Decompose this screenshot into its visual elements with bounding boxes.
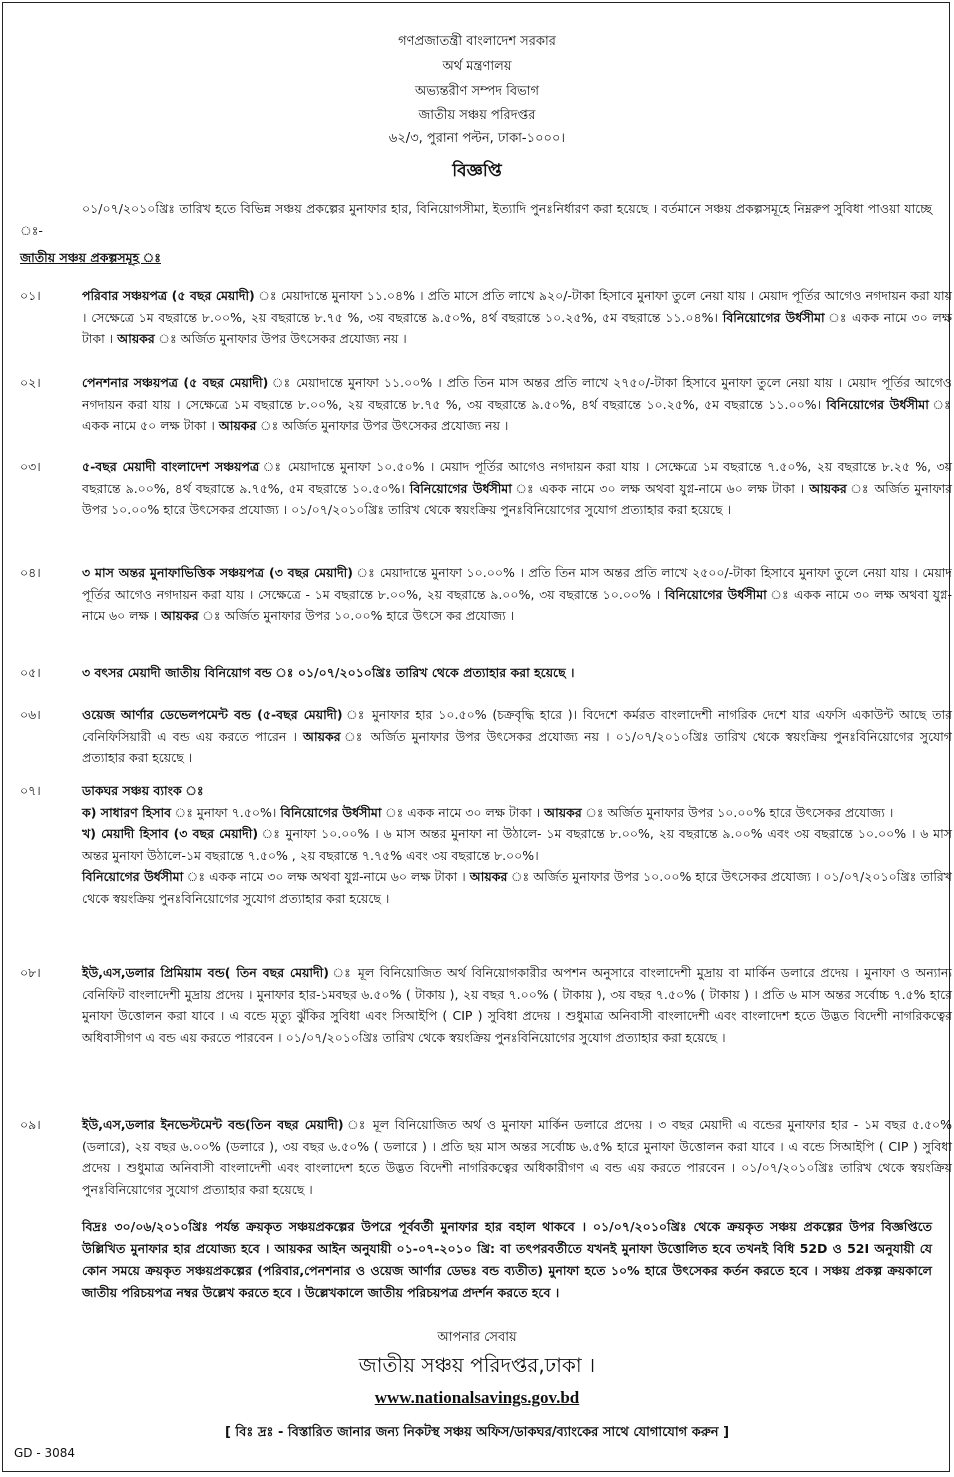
limit-label: বিনিয়োগের উর্ধসীমা	[280, 804, 382, 820]
notice-title: বিজ্ঞপ্তি	[452, 161, 502, 181]
item-heading: ডাকঘর সঞ্চয় ব্যাংক ঃ	[82, 783, 204, 798]
limit-label: বিনিয়োগের উর্ধসীমা	[722, 309, 825, 325]
limit-label: বিনিয়োগের উর্ধসীমা	[409, 480, 512, 496]
item-heading: পেনশনার সঞ্চয়পত্র (৫ বছর মেয়াদী)	[82, 375, 269, 390]
header-directorate: জাতীয় সঞ্চয় পরিদপ্তর	[418, 108, 536, 123]
limit-text: ঃ একক নামে ৩০ লক্ষ টাকা ।	[381, 804, 545, 820]
item-number: ০৮।	[20, 965, 41, 980]
item-heading: পরিবার সঞ্চয়পত্র (৫ বছর মেয়াদী)	[82, 288, 255, 303]
tax-label: আয়কর	[161, 608, 199, 623]
tax-text: ঃ অর্জিত মুনাফার উপর ১০.০০% হারে উৎসেকর প্রযোজ্য । ০১/০৭/২০১০খ্রিঃ তারিখ থেকে স্বয়ংক্রিয় পুনঃবিনিয়োগের সুযোগ প্রত্যাহার করা হয়েছে ।	[82, 480, 952, 517]
tax-label: আয়কর	[303, 728, 341, 744]
limit-label: বিনিয়োগের উর্ধসীমা	[82, 869, 184, 884]
sub-text-a: ঃ মুনাফা ৭.৫০%।	[171, 804, 281, 820]
item-text: ঃ মেয়াদান্তে মুনাফা ১০.৫০% । মেয়াদ পূর্তির আগেও নগদায়ন করা যায় । সেক্ষেত্রে ১ম বছরান্তে ৭.৫০%, ২য় বছরান্তে ৮.২৫ %, ৩য় বছরান্তে ৯.০০%, ৪র্থ বছরান্তে ৯.৭৫%, ৫ম বছরান্তে ১০.৫০%।	[82, 459, 952, 496]
tax-label: আয়কর	[117, 331, 155, 346]
limit-label: বিনিয়োগের উর্ধসীমা	[664, 586, 767, 602]
item-number: ০১।	[20, 288, 41, 303]
website-link[interactable]	[0, 1388, 954, 1408]
item-text: ঃ মেয়াদান্তে মুনাফা ১১.০০% । প্রতি তিন মাস অন্তর প্রতি লাখে ২৭৫০/-টাকা হিসাবে মুনাফা তুলে নেয়া যায় । মেয়াদ পূর্তির আগেও নগদায়ন করা যায় । সেক্ষেত্রে ১ম বছরান্তে ৮.০০%, ২য় বছরান্তে ৮.৭৫ %, ৩য় বছরান্তে ৯.৫০%, ৪র্থ বছরান্তে ১০.২৫%, ৫ম বছরান্তে ১১.০০%।	[82, 375, 952, 412]
department-signature: জাতীয় সঞ্চয় পরিদপ্তর,ঢাকা ।	[358, 1353, 596, 1377]
header-ministry: অর্থ মন্ত্রণালয়	[442, 59, 512, 74]
intro-text: ০১/০৭/২০১০খ্রিঃ তারিখ হতে বিভিন্ন সঞ্চয় প্রকল্পের মুনাফার হার, বিনিয়োগসীমা, ইত্যাদি পুনঃনির্ধারণ করা হয়েছে । বর্তমানে সঞ্চয় প্রকল্পসমূহে নিম্নরুপ সুবিধা পাওয়া যাচ্ছে ঃ-	[20, 201, 932, 238]
intro-paragraph	[20, 198, 932, 242]
item-text: ঃ মূল বিনিয়োজিত অর্থ বিনিয়োগকারীর অপশন অনুসারে বাংলাদেশী মুদ্রায় বা মার্কিন ডলারে প্রদেয় । মুনাফা ও অন্যান্য বেনিফিট বাংলাদেশী মুদ্রায় প্রদেয় । মুনাফার হার-১মবছর ৬.৫০% ( টাকায় ), ২য় বছর ৭.০০% ( টাকায় ), ৩য় বছর ৭.৫০% ( টাকায় ) । প্রতি ৬ মাস অন্তর সর্বোচ্চ ৭.৫% হারে মুনাফা উত্তোলন করা যাবে । এ বন্ডে মৃত্যু ঝুঁকির সুবিধা এবং সিআইপি ( CIP ) সুবিধা প্রদেয় । শুধুমাত্র অনিবাসী বাংলাদেশী এবং বাংলাদেশ হতে উদ্ভত বিদেশী নাগরিকত্বের অধিবাসীগণ এ বন্ড এয় করতে পারবেন । ০১/০৭/২০১০খ্রিঃ তারিখ থেকে স্বয়ংক্রিয় পুনঃবিনিয়োগের সুযোগ প্রত্যাহার করা হয়েছে ।	[82, 965, 952, 1045]
tax-text: ঃ অর্জিত মুনাফার উপর ১০.০০% হারে উৎসেকর প্রযোজ্য ।	[581, 804, 894, 820]
item-number: ০৩।	[20, 459, 41, 474]
item-text: ৩ বৎসর মেয়াদী জাতীয় বিনিয়োগ বন্ড ঃ ০১/০৭/২০১০খ্রিঃ তারিখ থেকে প্রত্যাহার করা হয়েছে ।	[82, 665, 575, 680]
header-address: ৬২/৩, পুরানা পল্টন, ঢাকা-১০০০।	[388, 131, 566, 146]
item-text: ঃ মেয়াদান্তে মুনাফা ১০.০০% । প্রতি তিন মাস অন্তর প্রতি লাখে ২৫০০/-টাকা হিসাবে মুনাফা তুলে নেয়া যায় । মেয়াদ পূর্তির আগেও নগদায়ন করা যায় । সেক্ষেত্রে - ১ম বছরান্তে ৮.০০%, ২য় বছরান্তে ৯.০০%, ৩য় বছরান্তে ১০.০০% ।	[82, 565, 952, 602]
limit-text: ঃ একক নামে ৫০ লক্ষ টাকা ।	[82, 396, 952, 433]
footnote-paragraph: বিদ্রঃ ৩০/০৬/২০১০খ্রিঃ পর্যন্ত ক্রয়কৃত সঞ্চয়প্রকল্পের উপরে পূর্ববর্তী মুনাফার হার বহাল থাকবে । ০১/০৭/২০১০খ্রিঃ থেকে ক্রয়কৃত সঞ্চয় প্রকল্পের উপর বিজ্ঞপ্তিতে উল্লিখিত মুনাফার হার প্রযোজ্য হবে । আয়কর আইন অনুযায়ী ০১-০৭-২০১০ খ্রি: বা তৎপরবর্তীতে যখনই মুনাফা উত্তোলিত হবে তখনই বিধি 52D ও 52I অনুযায়ী যে কোন সময়ে ক্রয়কৃত সঞ্চয়প্রকল্পের (পরিবার,পেনশনার ও ওয়েজ আর্ণার ডেভঃ বন্ড ব্যতীত) মুনাফা হতে ১০% হারে উৎসেকর কর্তন করতে হবে । সঞ্চয় প্রকল্প ক্রয়কালে জাতীয় পরিচয়পত্র নম্বর উল্লেখ করতে হবে । উল্লেখকালে জাতীয় পরিচয়পত্র প্রদর্শন করতে হবে ।	[82, 1219, 932, 1300]
item-heading: ৩ মাস অন্তর মুনাফাভিত্তিক সঞ্চয়পত্র (৩ বছর মেয়াদী)	[82, 565, 353, 580]
item-body	[82, 285, 952, 350]
item-text: ঃ মূল বিনিয়োজিত অর্থ ও মুনাফা মার্কিন ডলারে প্রদেয় । ৩ বছর মেয়াদী এ বন্ডের মুনাফার হার - ১ম বছর ৫.৫০% (ডলারে), ২য় বছর ৬.০০% (ডলারে ), ৩য় বছর ৬.৫০% ( ডলারে ) । প্রতি ছয় মাস অন্তর সর্বোচ্চ ৬.৫% হারে মুনাফা উত্তোলন করা যাবে । এ বন্ডে সিআইপি ( CIP ) সুবিধা প্রদেয় । শুধুমাত্র অনিবাসী বাংলাদেশী এবং বাংলাদেশ হতে উদ্ভত বিদেশী নাগরিকত্বের অধিকারীগণ এ বন্ড এয় করতে পারবেন । ০১/০৭/২০১০খ্রিঃ তারিখ থেকে স্বয়ংক্রিয় পুনঃবিনিয়োগের সুযোগ প্রত্যাহার করা হয়েছে ।	[82, 1117, 952, 1197]
item-heading: ওয়েজ আর্ণার ডেভেলপমেন্ট বন্ড (৫-বছর মেয়াদী)	[82, 707, 343, 722]
tax-text: ঃ অর্জিত মুনাফার উপর ১০.০০% হারে উৎসেকর প্রযোজ্য । ০১/০৭/২০১০খ্রিঃ তারিখ থেকে স্বয়ংক্রিয় পুনঃবিনিয়োগের সুযোগ প্রত্যাহার করা হয়েছে ।	[82, 869, 952, 906]
item-body	[82, 1114, 952, 1200]
section-title: জাতীয় সঞ্চয় প্রকল্পসমূহ ঃ	[20, 250, 161, 265]
item-body	[82, 704, 952, 769]
tax-text: ঃ অর্জিত মুনাফার উপর ১০.০০% হারে উৎসে কর প্রযোজ্য ।	[198, 608, 515, 623]
tax-text: ঃ অর্জিত মুনাফার উপর উৎসেকর প্রযোজ্য নয় । ০১/০৭/২০১০খ্রিঃ তারিখ থেকে স্বয়ংক্রিয় পুনঃবিনিয়োগের সুযোগ প্রত্যাহার করা হয়েছে ।	[82, 728, 952, 765]
item-number: ০৯।	[20, 1117, 41, 1132]
item-body	[82, 662, 952, 684]
item-body	[82, 962, 952, 1048]
item-number: ০৬।	[20, 707, 41, 722]
item-number: ০৫।	[20, 665, 41, 680]
website-text[interactable]: www.nationalsavings.gov.bd	[374, 1388, 580, 1407]
header-government: গণপ্রজাতন্ত্রী বাংলাদেশ সরকার	[398, 34, 556, 49]
limit-text: ঃ একক নামে ৩০ লক্ষ টাকা ।	[82, 309, 952, 346]
tax-label: আয়কর	[469, 869, 508, 884]
limit-text: ঃ একক নামে ৩০ লক্ষ অথবা যুগ্ন-নামে ৬০ লক্ষ টাকা ।	[183, 869, 470, 884]
item-number: ০৪।	[20, 565, 41, 580]
item-body	[82, 562, 952, 627]
contact-footnote: [ বিঃ দ্রঃ - বিস্তারিত জানার জন্য নিকটস্থ সঞ্চয় অফিস/ডাকঘর/ব্যাংকের সাথে যোগাযোগ করুন ]	[224, 1425, 730, 1440]
header-division: অভ্যন্তরীণ সম্পদ বিভাগ	[414, 84, 540, 99]
sub-heading-b: খ) মেয়াদী হিসাব (৩ বছর মেয়াদী)	[82, 826, 259, 841]
limit-label: বিনিয়োগের উর্ধসীমা	[826, 396, 929, 412]
item-number: ০২।	[20, 375, 41, 390]
sub-text-b: ঃ মুনাফা ১০.০০% । ৬ মাস অন্তর মুনাফা না উঠালে- ১ম বছরান্তে ৮.০০%, ২য় বছরান্তে ৯.০০% এবং ৩য় বছরান্তে ১০.০০% । ৬ মাস অন্তর মুনাফা উঠালে-১ম বছরান্তে ৭.৫০% , ২য় বছরান্তে ৭.৭৫% এবং ৩য় বছরান্তে ৮.০০%।	[82, 826, 952, 863]
item-number: ০৭।	[20, 783, 41, 798]
gd-number: GD - 3084	[14, 1446, 76, 1460]
tax-text: ঃ অর্জিত মুনাফার উপর উৎসেকর প্রযোজ্য নয় ।	[154, 331, 407, 346]
item-body	[82, 780, 952, 909]
limit-text: ঃ একক নামে ৩০ লক্ষ অথবা যুগ্ন-নামে ৬০ লক্ষ ।	[82, 586, 952, 623]
sub-heading-a: ক) সাধারণ হিসাব	[82, 804, 172, 820]
item-heading: ইউ,এস,ডলার ইনভেস্টমেন্ট বন্ড(তিন বছর মেয়াদী)	[82, 1117, 344, 1132]
item-text: ঃ মেয়াদান্তে মুনাফা ১১.০৪% । প্রতি মাসে প্রতি লাখে ৯২০/-টাকা হিসাবে মুনাফা তুলে নেয়া যায় । মেয়াদ পূর্তির আগেও নগদায়ন করা যায় । সেক্ষেত্রে ১ম বছরান্তে ৮.০০%, ২য় বছরান্তে ৮.৭৫ %, ৩য় বছরান্তে ৯.৫০%, ৪র্থ বছরান্তে ১০.২৫%, ৫ম বছরান্তে ১১.০৪%।	[82, 288, 952, 325]
tax-label: আয়কর	[544, 804, 582, 820]
item-heading: ইউ,এস,ডলার প্রিমিয়াম বন্ড( তিন বছর মেয়াদী)	[82, 965, 329, 980]
tax-text: ঃ অর্জিত মুনাফার উপর উৎসেকর প্রযোজ্য নয় ।	[256, 418, 509, 433]
item-text: ঃ মুনাফার হার ১০.৫০% (চক্রবৃদ্ধি হারে )। বিদেশে কর্মরত বাংলাদেশী নাগরিক দেশে যার এফসি একাউন্ট আছে তার বেনিফিসিয়ারী এ বন্ড এয় করতে পারেন ।	[82, 707, 953, 744]
tax-label: আয়কর	[809, 480, 847, 496]
at-your-service: আপনার সেবায়	[437, 1330, 517, 1345]
item-body	[82, 372, 952, 437]
limit-text: ঃ একক নামে ৩০ লক্ষ অথবা যুগ্ন-নামে ৬০ লক্ষ টাকা ।	[511, 480, 810, 496]
item-body	[82, 456, 952, 521]
tax-label: আয়কর	[218, 418, 257, 433]
item-heading: ৫-বছর মেয়াদী বাংলাদেশ সঞ্চয়পত্র	[82, 459, 260, 474]
